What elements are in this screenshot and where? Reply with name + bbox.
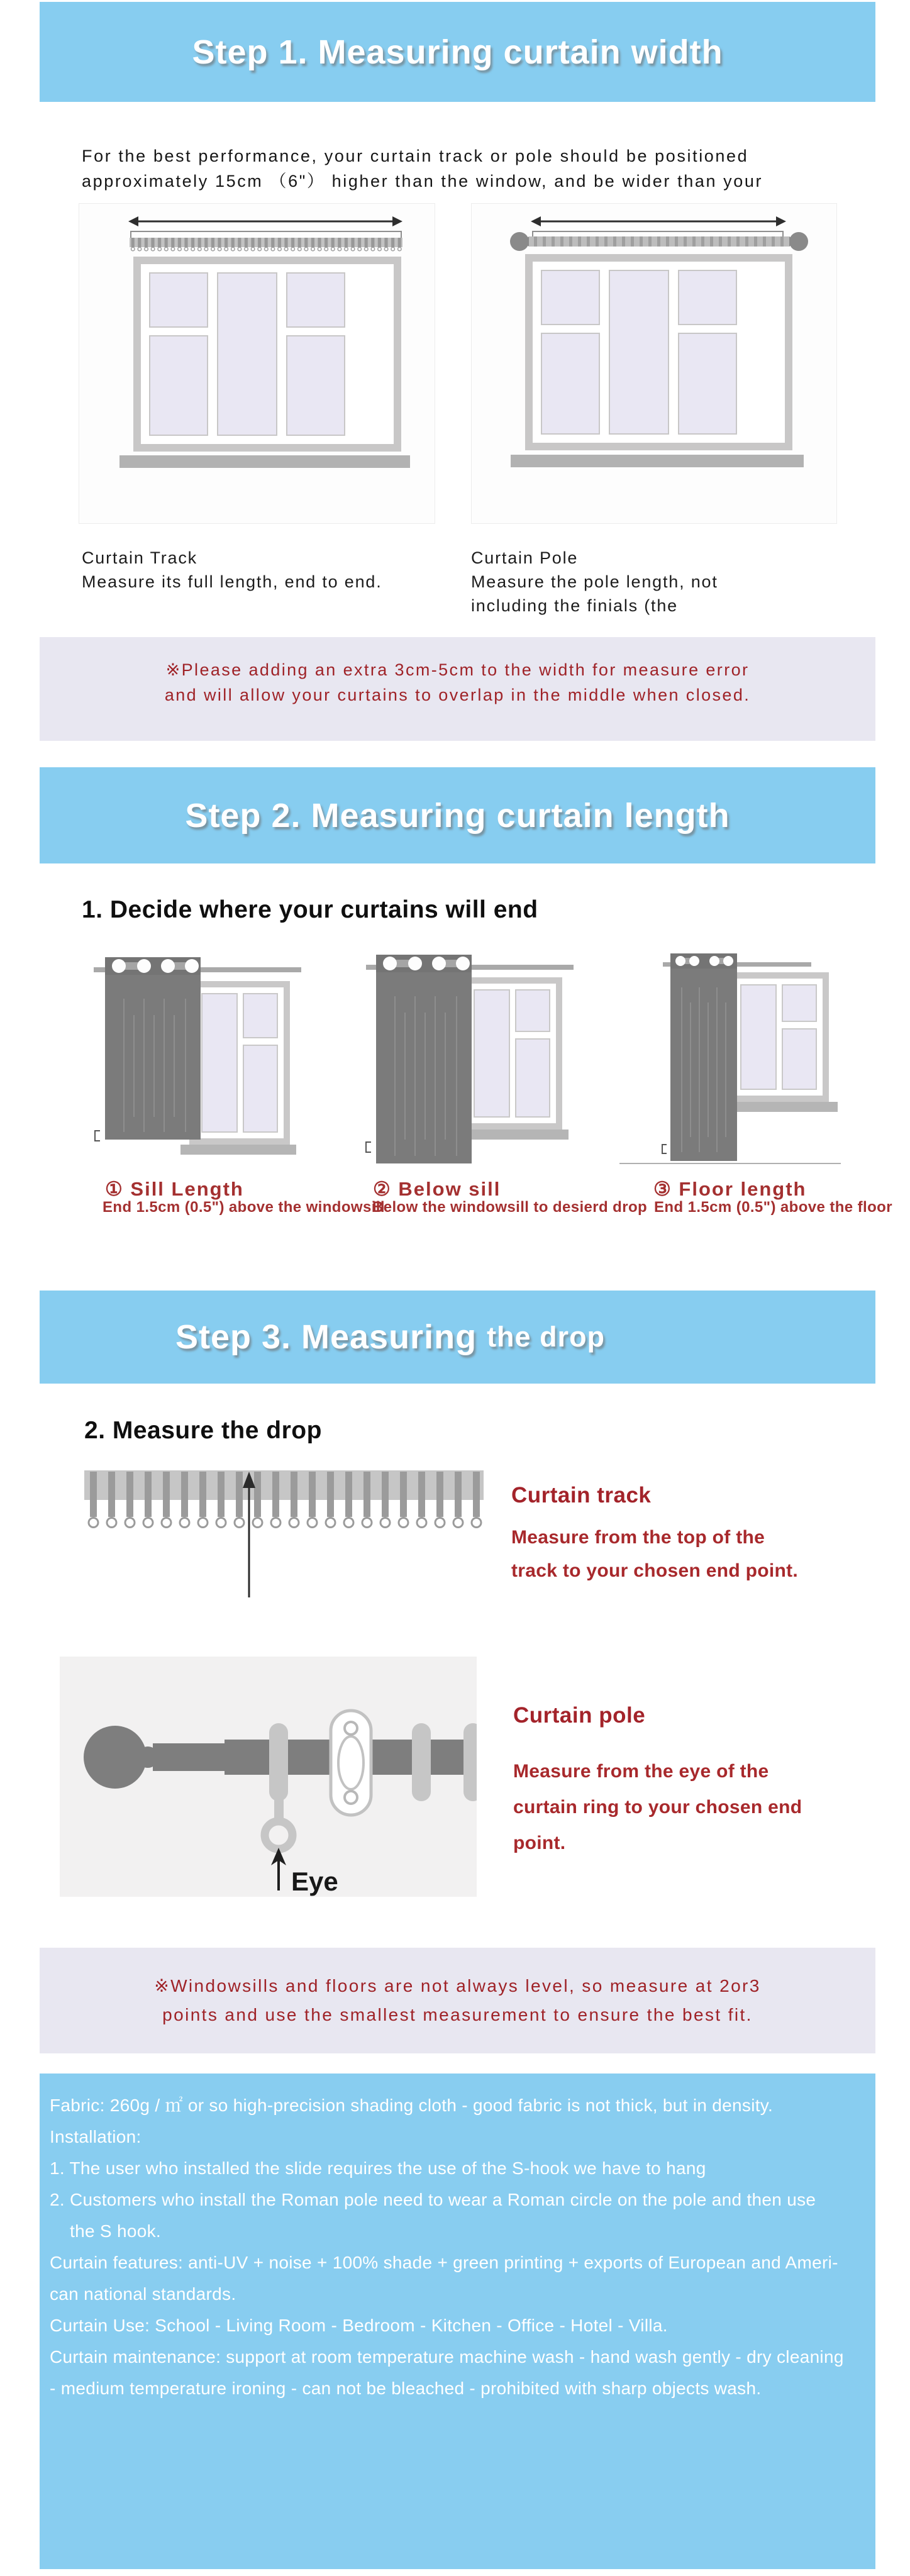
footer-line-maintenance: Curtain maintenance: support at room temperature machine wash - hand wash gently - dry cleaning [50,2347,844,2367]
width-note [40,637,875,741]
footer-line-installation: Installation: [50,2127,141,2146]
curtain-track-window-figure [79,203,435,524]
pole-drop-figure [60,1657,477,1897]
footer-line-features: Curtain features: anti-UV + noise + 100% shade + green printing + exports of European and Ameri- [50,2253,838,2272]
level-note-line2: points and use the smallest measurement to ensure the best fit. [162,2005,753,2024]
level-note [40,1948,875,2053]
step1-intro-line1: For the best performance, your curtain track or pole should be positioned [82,147,749,165]
pole-caption-title: Curtain Pole [471,548,579,567]
pole-caption-line1: Measure the pole length, not [471,572,718,591]
step3-banner-subtitle: the drop [487,1321,606,1353]
width-note-line2: and will allow your curtains to overlap in the middle when closed. [164,686,751,704]
curtain-pole-window-figure [471,203,837,524]
pole-drop-line3: point. [513,1833,566,1853]
track-caption-title: Curtain Track [82,548,197,567]
pole-caption-line2: including the finials (the [471,596,678,615]
option3-desc: End 1.5cm (0.5") above the floor [654,1199,892,1216]
track-drop-title: Curtain track [511,1483,652,1507]
step3-banner [40,1291,875,1384]
step3-banner-title: Step 3. Measuring [175,1318,477,1356]
step1-banner [40,2,875,102]
width-note-line1: ※Please adding an extra 3cm-5cm to the width for measure error [165,660,750,679]
footer-line-install-2: 2. Customers who install the Roman pole need to wear a Roman circle on the pole and then use [50,2190,816,2209]
step3-heading: 2. Measure the drop [84,1417,322,1444]
product-details-footer [40,2074,875,2569]
floor-line [619,1163,841,1164]
pole-drop-line1: Measure from the eye of the [513,1761,769,1782]
option1-label: ① Sill Length [105,1178,244,1200]
floor-length-graphic [654,952,843,1169]
track-drop-graphic [84,1470,484,1599]
option2-label: ② Below sill [373,1178,501,1200]
pole-drop-line2: curtain ring to your chosen end [513,1797,802,1818]
below-sill-graphic [363,953,577,1170]
track-drop-line1: Measure from the top of the [511,1527,765,1548]
sill-length-graphic [91,955,305,1165]
level-note-line1: ※Windowsills and floors are not always level, so measure at 2or3 [154,1976,761,1996]
step2-banner [40,767,875,863]
step1-intro-line2: approximately 15cm （6"） higher than the window, and be wider than your [82,172,763,191]
pole-drop-graphic [60,1657,477,1897]
option3-label: ③ Floor length [653,1178,807,1200]
step2-heading: 1. Decide where your curtains will end [82,896,538,923]
pole-caption [471,546,718,618]
option1-desc: End 1.5cm (0.5") above the windowsill [103,1199,385,1216]
curtain-track-window-graphic [79,204,435,523]
track-caption [82,546,382,594]
footer-line-install-1: 1. The user who installed the slide requires the use of the S-hook we have to hang [50,2158,706,2178]
option2-desc: Below the windowsill to desierd drop [372,1199,648,1216]
curtain-pole-window-graphic [472,204,836,523]
footer-line-use: Curtain Use: School - Living Room - Bedroom - Kitchen - Office - Hotel - Villa. [50,2316,668,2335]
track-caption-line1: Measure its full length, end to end. [82,572,382,591]
eye-label: Eye [291,1867,338,1896]
track-drop-line2: track to your chosen end point. [511,1560,799,1581]
pole-drop-title: Curtain pole [513,1703,646,1728]
step1-banner-title: Step 1. Measuring curtain width [192,33,723,71]
footer-line-maintenance-2: - medium temperature ironing - can not be bleached - prohibited with sharp objects wash. [50,2379,762,2398]
footer-line-features-2: can national standards. [50,2284,236,2304]
step2-banner-title: Step 2. Measuring curtain length [185,796,730,835]
footer-line-install-2b: the S hook. [70,2221,161,2241]
footer-line-fabric: Fabric: 260g / ㎡ or so high-precision shading cloth - good fabric is not thick, but in density. [50,2096,774,2115]
